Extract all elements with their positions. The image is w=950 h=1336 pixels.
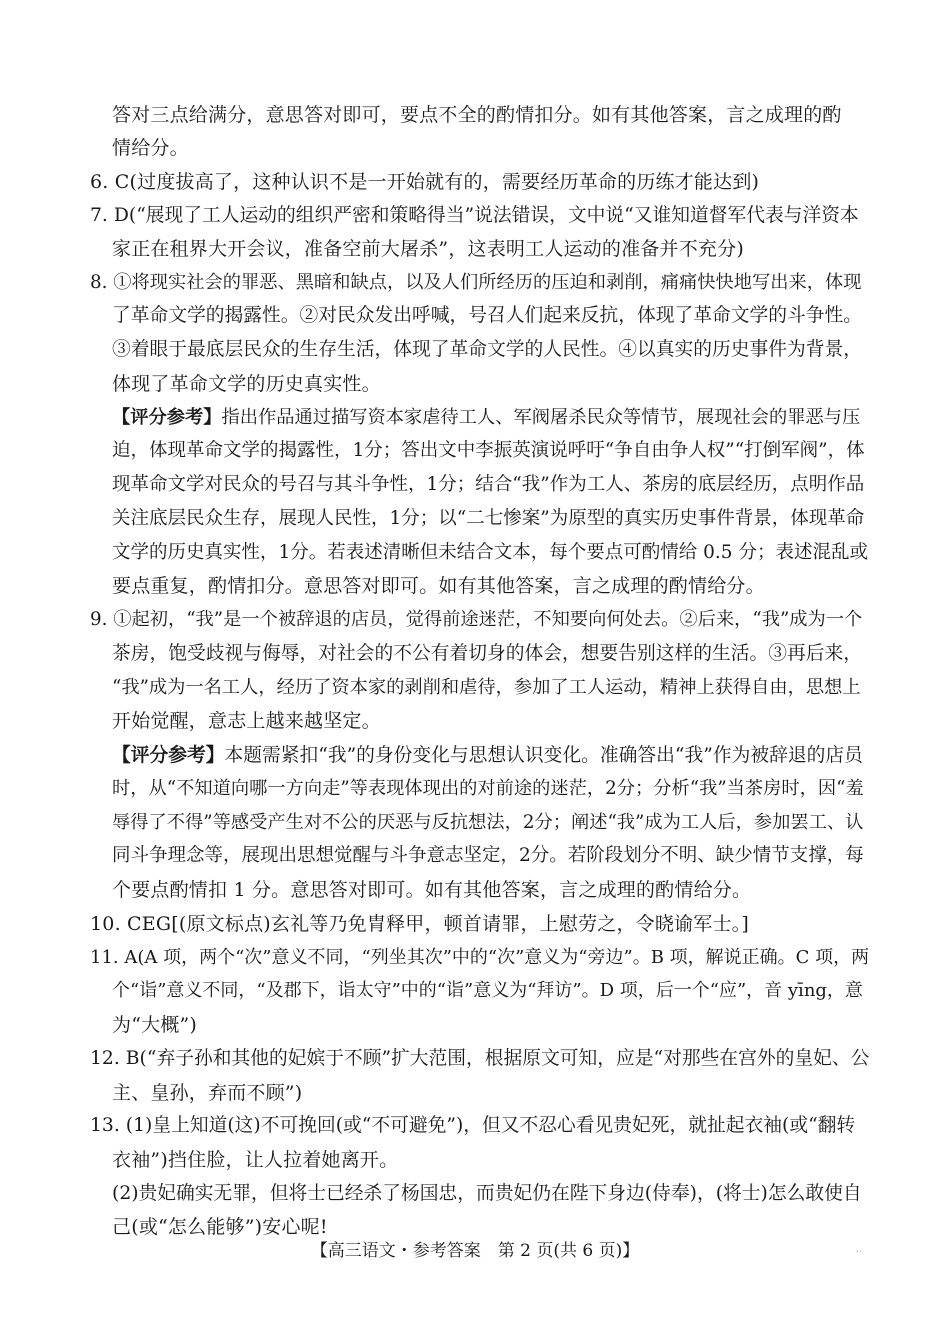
text-line: 情给分。 (112, 137, 189, 159)
answer-13: 13. (1)皇上知道(这)不可挽回(或“不可避免”)，但又不忍心看见贵妃死，就扯起衣袖(或“翻转 (90, 1115, 856, 1136)
scoring-text: 本题需紧扣“我”的身份变化与思想认识变化。准确答出“我”作为被辞退的店员 (224, 745, 863, 766)
text-line: 己(或“怎么能够”)安心呢! (112, 1216, 328, 1238)
text-line: ③着眼于最底层民众的生存生活，体现了革命文学的人民性。④以真实的历史事件为背景， (112, 339, 862, 360)
text-line: 辱得了不得”等感受产生对不公的厌恶与反抗想法，2分；阐述“我”成为工人后，参加罢工、认 (112, 812, 864, 833)
text-line: “我”成为一名工人，经历了资本家的剥削和虐待，参加了工人运动，精神上获得自由，思想上 (112, 677, 861, 698)
scoring-reference-9 (112, 738, 863, 773)
text-line: 开始觉醒，意志上越来越坚定。 (112, 710, 381, 732)
text-line: 关注底层民众生存，展现人民性，1分；以“二七惨案”为原型的真实历史事件背景，体现革命 (112, 508, 865, 529)
text-line: 时，从“不知道向哪一方向走”等表现体现出的对前途的迷茫，2分；分析“我”当茶房时，因“羞 (112, 778, 864, 799)
text-line: 体现了革命文学的历史真实性。 (112, 373, 381, 395)
page-footer: 【高三语文・参考答案 第 2 页(共 6 页)】 (310, 1241, 640, 1261)
corner-mark: .. (855, 1244, 862, 1255)
text-line: 个“诣”意义不同，“及郡下，诣太守”中的“诣”意义为“拜访”。D 项，后一个“应”，音 yīng，意 (112, 980, 863, 1001)
scoring-label: 【评分参考】 (112, 744, 225, 766)
text-line: 个要点酌情扣 1 分。意思答对即可。如有其他答案，言之成理的酌情给分。 (112, 879, 752, 901)
answer-12: 12. B(“弃子孙和其他的妃嫔于不顾”扩大范围，根据原文可知，应是“对那些在宫外的皇妃、公 (90, 1048, 870, 1069)
text-line: (2)贵妃确实无罪，但将士已经杀了杨国忠，而贵妃仍在陛下身边(侍奉)，(将士)怎么敢使自 (112, 1183, 862, 1204)
answer-7: 7. D(“展现了工人运动的组织严密和策略得当”说法错误，文中说“又谁知道督军代表与洋资本 (90, 205, 859, 226)
answer-10: 10. CEG[(原文标点)玄礼等乃免胄释甲，顿首请罪，上慰劳之，令晓谕军士。] (90, 913, 749, 935)
text-line: 同斗争理念等，展现出思想觉醒与斗争意志坚定，2分。若阶段划分不明、缺少情节支撑，每 (112, 845, 864, 866)
text-line: 主、皇孙，弃而不顾”) (112, 1082, 303, 1104)
answer-8: 8. ①将现实社会的罪恶、黑暗和缺点，以及人们所经历的压迫和剥削，痛痛快快地写出来，体现 (90, 272, 862, 293)
scoring-label: 【评分参考】 (112, 407, 222, 428)
text-line: 迫，体现革命文学的揭露性，1分；答出文中李振英演说呼吁“争自由争人权”“打倒军阀”，体 (112, 440, 865, 461)
text-line: 茶房，饱受歧视与侮辱，对社会的不公有着切身的体会，想要告别这样的生活。③再后来， (112, 643, 862, 664)
text-line: 要点重复，酌情扣分。意思答对即可。如有其他答案，言之成理的酌情给分。 (112, 575, 765, 597)
text-line: 家正在租界大开会议，准备空前大屠杀”，这表明工人运动的准备并不充分) (112, 238, 744, 260)
text-line: 为“大概”) (112, 1014, 198, 1036)
scoring-text: 指出作品通过描写资本家虐待工人、军阀屠杀民众等情节，展现社会的罪恶与压 (221, 407, 861, 428)
scoring-reference-8 (112, 401, 860, 435)
text-line: 答对三点给满分，意思答对即可，要点不全的酌情扣分。如有其他答案，言之成理的酌 (112, 104, 842, 126)
answer-6: 6. C(过度拔高了，这种认识不是一开始就有的，需要经历革命的历练才能达到) (90, 171, 760, 193)
text-line: 了革命文学的揭露性。②对民众发出呼喊，号召人们起来反抗，体现了革命文学的斗争性。 (112, 305, 862, 326)
text-line: 现革命文学对民众的号召与其斗争性，1分；结合“我”作为工人、茶房的底层经历，点明作品 (112, 474, 865, 495)
answer-11: 11. A(A 项，两个“次”意义不同，“列坐其次”中的“次”意义为“旁边”。B 项，解说正确。C 项，两 (90, 947, 870, 968)
text-line: 文学的历史真实性，1分。若表述清晰但未结合文本，每个要点可酌情给 0.5 分；表述混乱或 (112, 542, 868, 563)
answer-9: 9. ①起初，“我”是一个被辞退的店员，觉得前途迷茫，不知要向何处去。②后来，“我”成为一个 (90, 609, 863, 630)
text-line: 衣袖”)挡住脸，让人拉着她离开。 (112, 1149, 399, 1171)
